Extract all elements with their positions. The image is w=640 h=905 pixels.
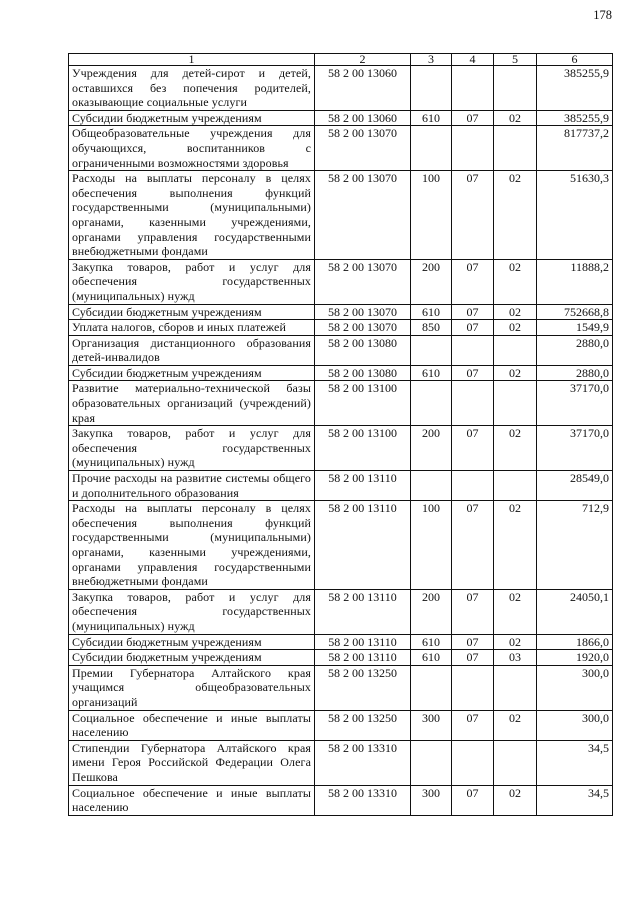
row-name-cell: Закупка товаров, работ и услуг для обеспечения государственных (муниципальных) нужд bbox=[69, 426, 315, 471]
row-section-cell: 07 bbox=[452, 259, 494, 304]
row-expense-type-cell bbox=[411, 740, 452, 785]
row-name-cell: Субсидии бюджетным учреждениям bbox=[69, 304, 315, 320]
row-section-cell: 07 bbox=[452, 171, 494, 260]
row-amount-cell: 2880,0 bbox=[537, 365, 613, 381]
row-section-cell: 07 bbox=[452, 650, 494, 666]
table-row bbox=[69, 471, 613, 501]
table-row bbox=[69, 320, 613, 336]
row-subsection-cell: 02 bbox=[494, 785, 537, 815]
row-amount-cell: 2880,0 bbox=[537, 335, 613, 365]
row-code-cell: 58 2 00 13080 bbox=[315, 365, 411, 381]
row-code-cell: 58 2 00 13060 bbox=[315, 110, 411, 126]
row-name-cell: Субсидии бюджетным учреждениям bbox=[69, 634, 315, 650]
row-section-cell: 07 bbox=[452, 501, 494, 590]
row-name-cell: Субсидии бюджетным учреждениям bbox=[69, 110, 315, 126]
row-name-cell: Уплата налогов, сборов и иных платежей bbox=[69, 320, 315, 336]
row-name-cell: Премии Губернатора Алтайского края учащимся общеобразовательных организаций bbox=[69, 665, 315, 710]
column-header-subsection: 5 bbox=[494, 54, 537, 66]
row-code-cell: 58 2 00 13100 bbox=[315, 381, 411, 426]
table-row bbox=[69, 501, 613, 590]
row-amount-cell: 385255,9 bbox=[537, 110, 613, 126]
row-subsection-cell bbox=[494, 740, 537, 785]
row-expense-type-cell: 610 bbox=[411, 304, 452, 320]
row-section-cell bbox=[452, 66, 494, 111]
row-amount-cell: 51630,3 bbox=[537, 171, 613, 260]
table-row bbox=[69, 110, 613, 126]
row-code-cell: 58 2 00 13310 bbox=[315, 785, 411, 815]
row-expense-type-cell: 100 bbox=[411, 501, 452, 590]
table-row bbox=[69, 126, 613, 171]
row-subsection-cell: 02 bbox=[494, 171, 537, 260]
row-expense-type-cell bbox=[411, 126, 452, 171]
row-amount-cell: 300,0 bbox=[537, 710, 613, 740]
row-expense-type-cell bbox=[411, 66, 452, 111]
row-code-cell: 58 2 00 13250 bbox=[315, 710, 411, 740]
row-code-cell: 58 2 00 13250 bbox=[315, 665, 411, 710]
row-subsection-cell bbox=[494, 66, 537, 111]
column-header-code: 2 bbox=[315, 54, 411, 66]
row-name-cell: Общеобразовательные учреждения для обучающихся, воспитанников с ограниченными возможностями здоровья bbox=[69, 126, 315, 171]
row-subsection-cell: 02 bbox=[494, 710, 537, 740]
row-expense-type-cell: 610 bbox=[411, 650, 452, 666]
row-subsection-cell bbox=[494, 665, 537, 710]
row-subsection-cell: 02 bbox=[494, 304, 537, 320]
row-section-cell: 07 bbox=[452, 110, 494, 126]
row-code-cell: 58 2 00 13110 bbox=[315, 589, 411, 634]
table-row bbox=[69, 785, 613, 815]
row-amount-cell: 11888,2 bbox=[537, 259, 613, 304]
row-expense-type-cell: 200 bbox=[411, 426, 452, 471]
row-amount-cell: 1920,0 bbox=[537, 650, 613, 666]
row-name-cell: Прочие расходы на развитие системы общего и дополнительного образования bbox=[69, 471, 315, 501]
row-code-cell: 58 2 00 13070 bbox=[315, 126, 411, 171]
row-section-cell: 07 bbox=[452, 320, 494, 336]
row-subsection-cell: 02 bbox=[494, 589, 537, 634]
row-name-cell: Закупка товаров, работ и услуг для обеспечения государственных (муниципальных) нужд bbox=[69, 589, 315, 634]
page-number: 178 bbox=[593, 8, 612, 22]
table-row bbox=[69, 634, 613, 650]
row-section-cell: 07 bbox=[452, 365, 494, 381]
row-code-cell: 58 2 00 13080 bbox=[315, 335, 411, 365]
budget-table bbox=[68, 53, 613, 816]
row-code-cell: 58 2 00 13310 bbox=[315, 740, 411, 785]
row-subsection-cell bbox=[494, 381, 537, 426]
table-header-row bbox=[69, 54, 613, 66]
row-expense-type-cell: 300 bbox=[411, 785, 452, 815]
row-subsection-cell: 02 bbox=[494, 259, 537, 304]
row-name-cell: Социальное обеспечение и иные выплаты населению bbox=[69, 785, 315, 815]
column-header-amount: 6 bbox=[537, 54, 613, 66]
row-section-cell: 07 bbox=[452, 710, 494, 740]
row-name-cell: Расходы на выплаты персоналу в целях обеспечения выполнения функций государственными (муниципальными) органами, казенными учреждениями, органами управления государственными внебюджетными фондами bbox=[69, 501, 315, 590]
row-code-cell: 58 2 00 13100 bbox=[315, 426, 411, 471]
row-expense-type-cell bbox=[411, 381, 452, 426]
row-subsection-cell: 02 bbox=[494, 365, 537, 381]
row-name-cell: Стипендии Губернатора Алтайского края имени Героя Российской Федерации Олега Пешкова bbox=[69, 740, 315, 785]
row-amount-cell: 300,0 bbox=[537, 665, 613, 710]
row-expense-type-cell: 610 bbox=[411, 365, 452, 381]
row-section-cell: 07 bbox=[452, 589, 494, 634]
row-section-cell bbox=[452, 740, 494, 785]
row-subsection-cell: 02 bbox=[494, 320, 537, 336]
table-row bbox=[69, 589, 613, 634]
row-code-cell: 58 2 00 13060 bbox=[315, 66, 411, 111]
row-section-cell: 07 bbox=[452, 304, 494, 320]
row-code-cell: 58 2 00 13110 bbox=[315, 501, 411, 590]
row-name-cell: Социальное обеспечение и иные выплаты населению bbox=[69, 710, 315, 740]
row-section-cell: 07 bbox=[452, 426, 494, 471]
table-row bbox=[69, 259, 613, 304]
row-name-cell: Организация дистанционного образования детей-инвалидов bbox=[69, 335, 315, 365]
row-expense-type-cell: 200 bbox=[411, 259, 452, 304]
row-code-cell: 58 2 00 13070 bbox=[315, 171, 411, 260]
row-amount-cell: 385255,9 bbox=[537, 66, 613, 111]
table-row bbox=[69, 171, 613, 260]
row-section-cell bbox=[452, 381, 494, 426]
table-body bbox=[69, 66, 613, 816]
row-name-cell: Субсидии бюджетным учреждениям bbox=[69, 650, 315, 666]
row-amount-cell: 37170,0 bbox=[537, 426, 613, 471]
row-subsection-cell: 02 bbox=[494, 634, 537, 650]
row-amount-cell: 28549,0 bbox=[537, 471, 613, 501]
row-amount-cell: 752668,8 bbox=[537, 304, 613, 320]
row-amount-cell: 817737,2 bbox=[537, 126, 613, 171]
row-name-cell: Учреждения для детей-сирот и детей, оставшихся без попечения родителей, оказывающие социальные услуги bbox=[69, 66, 315, 111]
row-expense-type-cell: 610 bbox=[411, 110, 452, 126]
row-subsection-cell bbox=[494, 471, 537, 501]
table-row bbox=[69, 710, 613, 740]
row-expense-type-cell: 850 bbox=[411, 320, 452, 336]
row-amount-cell: 24050,1 bbox=[537, 589, 613, 634]
row-code-cell: 58 2 00 13070 bbox=[315, 320, 411, 336]
row-name-cell: Субсидии бюджетным учреждениям bbox=[69, 365, 315, 381]
row-expense-type-cell: 300 bbox=[411, 710, 452, 740]
row-amount-cell: 34,5 bbox=[537, 785, 613, 815]
row-subsection-cell bbox=[494, 126, 537, 171]
table-row bbox=[69, 335, 613, 365]
row-subsection-cell bbox=[494, 335, 537, 365]
row-code-cell: 58 2 00 13110 bbox=[315, 471, 411, 501]
row-amount-cell: 1866,0 bbox=[537, 634, 613, 650]
table-row bbox=[69, 304, 613, 320]
table-row bbox=[69, 665, 613, 710]
row-expense-type-cell: 100 bbox=[411, 171, 452, 260]
table-row bbox=[69, 740, 613, 785]
table-row bbox=[69, 365, 613, 381]
row-expense-type-cell bbox=[411, 665, 452, 710]
row-name-cell: Закупка товаров, работ и услуг для обеспечения государственных (муниципальных) нужд bbox=[69, 259, 315, 304]
table-row bbox=[69, 650, 613, 666]
column-header-expense-type: 3 bbox=[411, 54, 452, 66]
row-code-cell: 58 2 00 13110 bbox=[315, 650, 411, 666]
row-subsection-cell: 03 bbox=[494, 650, 537, 666]
row-expense-type-cell bbox=[411, 471, 452, 501]
row-section-cell bbox=[452, 665, 494, 710]
row-amount-cell: 712,9 bbox=[537, 501, 613, 590]
row-expense-type-cell bbox=[411, 335, 452, 365]
column-header-name: 1 bbox=[69, 54, 315, 66]
table-row bbox=[69, 426, 613, 471]
row-code-cell: 58 2 00 13070 bbox=[315, 259, 411, 304]
row-name-cell: Развитие материально-технической базы образовательных организаций (учреждений) края bbox=[69, 381, 315, 426]
row-amount-cell: 1549,9 bbox=[537, 320, 613, 336]
row-expense-type-cell: 610 bbox=[411, 634, 452, 650]
row-code-cell: 58 2 00 13070 bbox=[315, 304, 411, 320]
row-expense-type-cell: 200 bbox=[411, 589, 452, 634]
row-subsection-cell: 02 bbox=[494, 501, 537, 590]
row-amount-cell: 37170,0 bbox=[537, 381, 613, 426]
row-subsection-cell: 02 bbox=[494, 426, 537, 471]
row-subsection-cell: 02 bbox=[494, 110, 537, 126]
row-name-cell: Расходы на выплаты персоналу в целях обеспечения выполнения функций государственными (муниципальными) органами, казенными учреждениями, органами управления государственными внебюджетными фондами bbox=[69, 171, 315, 260]
row-section-cell bbox=[452, 471, 494, 501]
row-section-cell bbox=[452, 335, 494, 365]
row-amount-cell: 34,5 bbox=[537, 740, 613, 785]
table-row bbox=[69, 66, 613, 111]
row-section-cell: 07 bbox=[452, 634, 494, 650]
row-section-cell: 07 bbox=[452, 785, 494, 815]
table-row bbox=[69, 381, 613, 426]
row-code-cell: 58 2 00 13110 bbox=[315, 634, 411, 650]
row-section-cell bbox=[452, 126, 494, 171]
column-header-section: 4 bbox=[452, 54, 494, 66]
